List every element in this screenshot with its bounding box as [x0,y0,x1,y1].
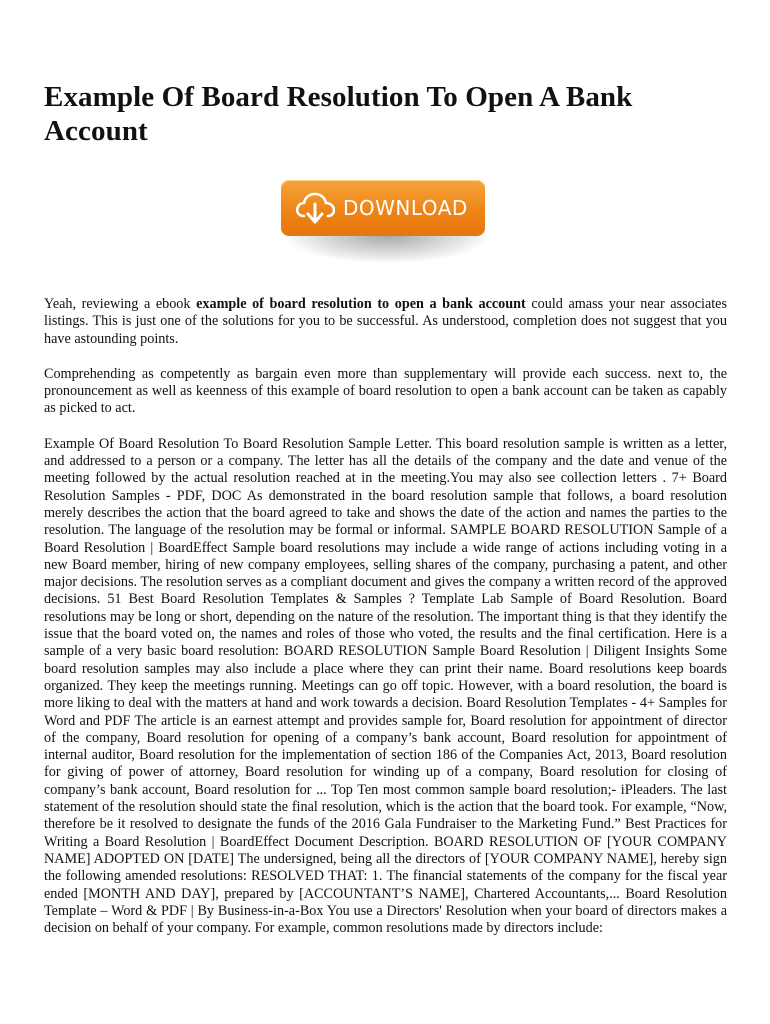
second-paragraph: Comprehending as competently as bargain even more than supplementary will provide each success. next to, the pronouncement as well as keenness of this example of board resolution to open a bank account can be taken as capably as picked to act. [44,365,727,417]
cloud-download-icon [295,191,335,225]
download-button[interactable] [281,180,485,236]
intro-paragraph [44,296,727,348]
intro-bold-title: example of board resolution to open a bank account [196,296,526,312]
download-button-label: DOWNLOAD [343,196,468,220]
intro-suffix: could amass your near associates listings. This is just one of the solutions for you to be successful. As understood, completion does not suggest that you have astounding points. [44,296,728,347]
body-paragraph: Example Of Board Resolution To Board Resolution Sample Letter. This board resolution sample is written as a letter, and addressed to a person or a company. The letter has all the details of the company and the date and venue of the meeting followed by the actual resolution reached at in the meeting.You may also see collection letters . 7+ Board Resolution Samples - PDF, DOC As demonstrated in the board resolution sample that follows, a board resolution merely describes the action that the board agreed to take and shows the date of the action and names the parties to the resolution. The language of the resolution may be formal or informal. SAMPLE BOARD RESOLUTION Sample of a Board Resolution | BoardEffect Sample board resolutions may include a wide range of actions including voting in a new Board member, hiring of new company employees, selling shares of the company, purchasing a patent, and other major decisions. The resolution serves as a compliant document and gives the company a written record of the approved decisions. 51 Best Board Resolution Templates & Samples ? Template Lab Sample of Board Resolution. Board resolutions may be long or short, depending on the nature of the resolution. The important thing is that they identify the issue that the board voted on, the names and roles of those who voted, the results and the final certification. Here is a sample of a very basic board resolution: BOARD RESOLUTION Sample Board Resolution | Diligent Insights Some board resolution samples may also include a place where they can print their name. Board resolutions keep boards organized. They keep the meetings running. Meetings can go off topic. However, with a board resolution, the board is more liking to deal with the matters at hand and work towards a decision. Board Resolution Templates - 4+ Samples for Word and PDF The article is an earnest attempt and provides sample for, Board resolution for appointment of director of the company, Board resolution for opening of a company’s bank account, Board resolution for appointment of internal auditor, Board resolution for the implementation of section 186 of the Companies Act, 2013, Board resolution for giving of power of attorney, Board resolution for winding up of a company, Board resolution for closing of company’s bank account, Board resolution for ... Top Ten most common sample board resolution;- iPleaders. The last statement of the resolution should state the final resolution, which is the action that the board took. For example, “Now, therefore be it resolved to designate the funds of the 2016 Gala Fundraiser to the Marketing Fund.” Best Practices for Writing a Board Resolution | BoardEffect Document Description. BOARD RESOLUTION OF [YOUR COMPANY NAME] ADOPTED ON [DATE] The undersigned, being all the directors of [YOUR COMPANY NAME], hereby sign the following amended resolutions: RESOLVED THAT: 1. The financial statements of the company for the fiscal year ended [MONTH AND DAY], prepared by [ACCOUNTANT’S NAME], Chartered Accountants,... Board Resolution Template – Word & PDF | By Business-in-a-Box You use a Directors' Resolution when your board of directors makes a decision on behalf of your company. For example, common resolutions made by directors include: [44,435,727,937]
page-title: Example Of Board Resolution To Open A Bank Account [44,81,633,147]
download-area [281,180,501,270]
intro-prefix: Yeah, reviewing a ebook [44,296,197,312]
download-button-shadow [289,232,485,262]
document-page [44,0,727,937]
